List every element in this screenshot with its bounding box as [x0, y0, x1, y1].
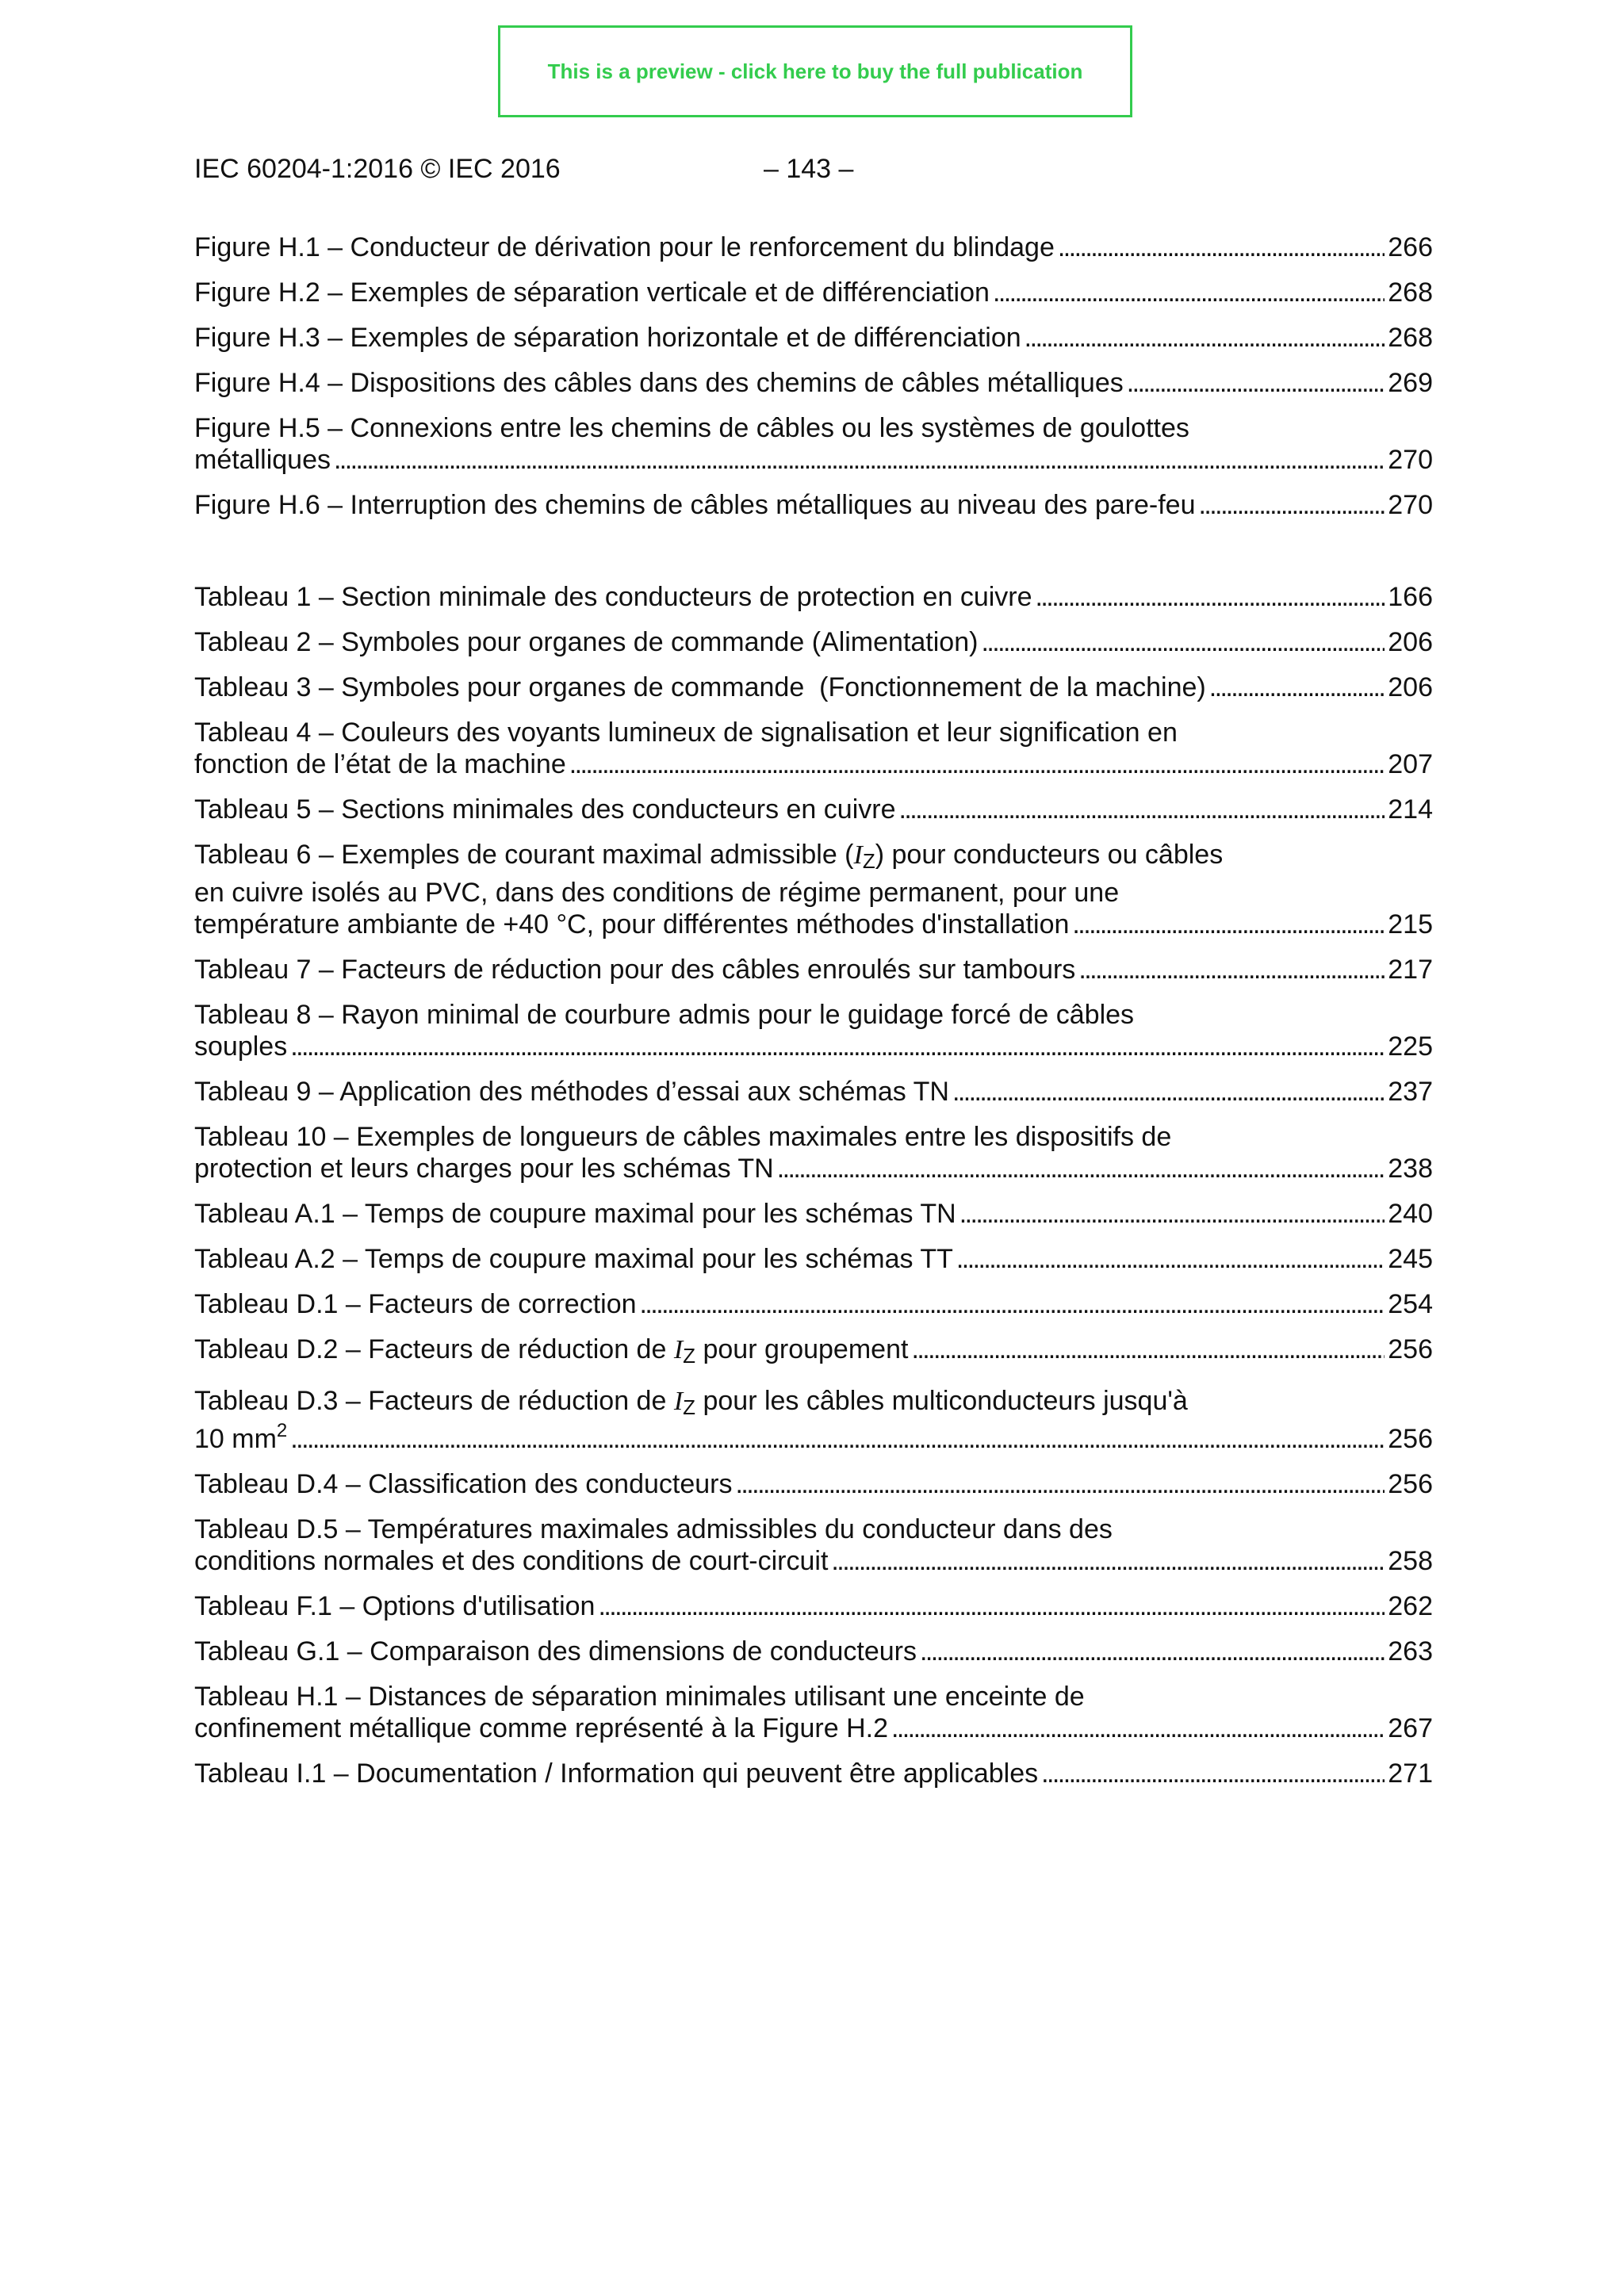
- dot-leader: [990, 277, 1385, 308]
- toc-page-number: 266: [1388, 232, 1433, 262]
- toc-entry-title: Figure H.3 – Exemples de séparation horizontale et de différenciation: [194, 323, 1021, 353]
- toc-entry-title-line: Figure H.5 – Connexions entre les chemins de câbles ou les systèmes de goulottes: [194, 413, 1189, 443]
- toc-entry-title-line: Tableau 4 – Couleurs des voyants lumineux de signalisation et leur signification en: [194, 718, 1178, 748]
- dot-leader: [1196, 489, 1385, 521]
- toc-entry-figure-h2[interactable]: [194, 277, 1433, 308]
- toc-entry-title: Tableau 7 – Facteurs de réduction pour des câbles enroulés sur tambours: [194, 955, 1076, 985]
- toc-entry-title: Tableau F.1 – Options d'utilisation: [194, 1591, 596, 1621]
- dot-leader: [953, 1243, 1385, 1275]
- superscript: 2: [276, 1420, 288, 1441]
- toc-page-number: 270: [1388, 445, 1433, 475]
- toc-page-number: 256: [1388, 1424, 1433, 1454]
- toc-entry-title: Figure H.2 – Exemples de séparation verticale et de différenciation: [194, 277, 990, 308]
- page-header: [194, 154, 1431, 189]
- dot-leader: [774, 1153, 1385, 1184]
- toc-entry-title: [194, 1334, 908, 1372]
- toc-entry-title: conditions normales et des conditions de court-circuit: [194, 1546, 829, 1576]
- toc-entry-figure-h5[interactable]: [194, 412, 1433, 476]
- dot-leader: [1069, 909, 1385, 940]
- buy-publication-banner[interactable]: This is a preview - click here to buy the full publication: [498, 25, 1132, 117]
- toc-entry-table-a2[interactable]: [194, 1243, 1433, 1275]
- toc-entry-title: Figure H.1 – Conducteur de dérivation pour le renforcement du blindage: [194, 232, 1055, 262]
- toc-entry-table-3[interactable]: [194, 672, 1433, 703]
- toc-entry-table-2[interactable]: [194, 626, 1433, 658]
- toc-entry-title: métalliques: [194, 445, 331, 475]
- dot-leader: [956, 1198, 1385, 1230]
- dot-leader: [949, 1076, 1385, 1108]
- iz-subscript: Z: [683, 1344, 696, 1368]
- dot-leader: [637, 1288, 1385, 1320]
- dot-leader: [1055, 232, 1385, 263]
- toc-entry-title: Figure H.6 – Interruption des chemins de câbles métalliques au niveau des pare-feu: [194, 490, 1196, 520]
- dot-leader: [287, 1423, 1385, 1455]
- toc-entry-table-a1[interactable]: [194, 1198, 1433, 1230]
- list-of-tables: [194, 581, 1433, 1803]
- title-text: Tableau D.2 – Facteurs de réduction de: [194, 1334, 674, 1364]
- toc-entry-title: Tableau D.1 – Facteurs de correction: [194, 1289, 637, 1319]
- toc-entry-table-d2[interactable]: [194, 1334, 1433, 1372]
- toc-page-number: 166: [1388, 582, 1433, 612]
- toc-entry-figure-h4[interactable]: [194, 367, 1433, 399]
- toc-entry-title-line: en cuivre isolés au PVC, dans des conditions de régime permanent, pour une: [194, 878, 1120, 908]
- toc-entry-title: Tableau 5 – Sections minimales des conducteurs en cuivre: [194, 794, 896, 825]
- toc-entry-title-line: Tableau 8 – Rayon minimal de courbure admis pour le guidage forcé de câbles: [194, 1000, 1135, 1030]
- toc-entry-title: Figure H.4 – Dispositions des câbles dans des chemins de câbles métalliques: [194, 368, 1124, 398]
- dot-leader: [1032, 581, 1385, 613]
- toc-entry-title: fonction de l’état de la machine: [194, 749, 566, 779]
- toc-entry-table-9[interactable]: [194, 1076, 1433, 1108]
- iz-letter: I: [673, 1387, 684, 1416]
- toc-entry-title: Tableau G.1 – Comparaison des dimensions de conducteurs: [194, 1636, 917, 1667]
- toc-entry-title: Tableau 2 – Symboles pour organes de commande (Alimentation): [194, 627, 979, 657]
- toc-entry-table-d3[interactable]: [194, 1385, 1433, 1455]
- page-number: – 143 –: [764, 154, 854, 184]
- current-symbol-iz: [853, 840, 875, 873]
- toc-entry-title-line: [194, 839, 1433, 877]
- title-text: pour les câbles multiconducteurs jusqu'à: [695, 1386, 1188, 1416]
- current-symbol-iz: [673, 1335, 696, 1368]
- title-text: ) pour conducteurs ou câbles: [875, 840, 1224, 870]
- toc-entry-title-line: Tableau H.1 – Distances de séparation minimales utilisant une enceinte de: [194, 1682, 1085, 1712]
- toc-entry-table-8[interactable]: [194, 999, 1433, 1062]
- toc-entry-title: Tableau D.4 – Classification des conducteurs: [194, 1469, 733, 1499]
- dot-leader: [1075, 954, 1385, 985]
- toc-page-number: 268: [1388, 277, 1433, 308]
- toc-entry-title-line: Tableau D.5 – Températures maximales admissibles du conducteur dans des: [194, 1514, 1113, 1544]
- toc-page-number: 237: [1388, 1077, 1433, 1107]
- toc-entry-title: Tableau I.1 – Documentation / Information qui peuvent être applicables: [194, 1758, 1039, 1789]
- dot-leader: [908, 1334, 1385, 1365]
- toc-entry-table-h1[interactable]: [194, 1681, 1433, 1744]
- toc-entry-title: souples: [194, 1031, 288, 1062]
- toc-page-number: 245: [1388, 1244, 1433, 1274]
- toc-entry-title-line: Tableau 10 – Exemples de longueurs de câbles maximales entre les dispositifs de: [194, 1122, 1172, 1152]
- toc-page-number: 256: [1388, 1469, 1433, 1499]
- iz-letter: I: [673, 1335, 684, 1364]
- dot-leader: [888, 1712, 1385, 1744]
- toc-page-number: 269: [1388, 368, 1433, 398]
- toc-entry-table-f1[interactable]: [194, 1590, 1433, 1622]
- toc-page-number: 268: [1388, 323, 1433, 353]
- toc-entry-table-6[interactable]: [194, 839, 1433, 940]
- toc-entry-table-1[interactable]: [194, 581, 1433, 613]
- toc-entry-title-line: [194, 1385, 1433, 1423]
- dot-leader: [331, 444, 1385, 476]
- toc-page-number: 254: [1388, 1289, 1433, 1319]
- toc-page-number: 258: [1388, 1546, 1433, 1576]
- title-text: pour groupement: [695, 1334, 909, 1364]
- toc-page-number: 225: [1388, 1031, 1433, 1062]
- toc-entry-title: confinement métallique comme représenté à la Figure H.2: [194, 1713, 888, 1743]
- toc-entry-table-d5[interactable]: [194, 1513, 1433, 1577]
- toc-entry-table-i1[interactable]: [194, 1758, 1433, 1789]
- dot-leader: [917, 1636, 1385, 1667]
- toc-entry-title: Tableau 3 – Symboles pour organes de commande (Fonctionnement de la machine): [194, 672, 1206, 702]
- iz-subscript: Z: [683, 1395, 696, 1419]
- toc-entry-figure-h3[interactable]: [194, 322, 1433, 354]
- toc-page-number: 215: [1388, 909, 1433, 939]
- dot-leader: [1124, 367, 1385, 399]
- toc-entry-table-d4[interactable]: [194, 1468, 1433, 1500]
- toc-entry-title: Tableau A.1 – Temps de coupure maximal pour les schémas TN: [194, 1199, 956, 1229]
- toc-page-number: 267: [1388, 1713, 1433, 1743]
- toc-entry-table-10[interactable]: [194, 1121, 1433, 1184]
- toc-page-number: 207: [1388, 749, 1433, 779]
- title-text: Tableau D.3 – Facteurs de réduction de: [194, 1386, 674, 1416]
- toc-entry-table-5[interactable]: [194, 794, 1433, 825]
- toc-page-number: 270: [1388, 490, 1433, 520]
- dot-leader: [978, 626, 1385, 658]
- toc-entry-title: Tableau A.2 – Temps de coupure maximal pour les schémas TT: [194, 1244, 953, 1274]
- toc-page-number: 263: [1388, 1636, 1433, 1667]
- toc-entry-title: Tableau 1 – Section minimale des conducteurs de protection en cuivre: [194, 582, 1032, 612]
- dot-leader: [1021, 322, 1385, 354]
- toc-entry-title: Tableau 9 – Application des méthodes d’essai aux schémas TN: [194, 1077, 949, 1107]
- dot-leader: [1206, 672, 1385, 703]
- iz-letter: I: [853, 840, 863, 870]
- dot-leader: [1038, 1758, 1385, 1789]
- list-of-figures: [194, 232, 1433, 534]
- toc-page-number: 262: [1388, 1591, 1433, 1621]
- title-text: Tableau 6 – Exemples de courant maximal admissible (: [194, 840, 854, 870]
- toc-entry-table-g1[interactable]: [194, 1636, 1433, 1667]
- dot-leader: [595, 1590, 1385, 1622]
- toc-entry-table-d1[interactable]: [194, 1288, 1433, 1320]
- toc-page-number: 206: [1388, 627, 1433, 657]
- toc-entry-title: protection et leurs charges pour les schémas TN: [194, 1154, 774, 1184]
- title-text: 10 mm: [194, 1424, 277, 1454]
- toc-entry-table-7[interactable]: [194, 954, 1433, 985]
- toc-entry-figure-h6[interactable]: [194, 489, 1433, 521]
- dot-leader: [733, 1468, 1385, 1500]
- dot-leader: [828, 1545, 1385, 1577]
- toc-page-number: 271: [1388, 1758, 1433, 1789]
- iz-subscript: Z: [862, 849, 875, 873]
- toc-page-number: 217: [1388, 955, 1433, 985]
- dot-leader: [895, 794, 1385, 825]
- document-code: IEC 60204-1:2016 © IEC 2016: [194, 154, 561, 184]
- dot-leader: [566, 748, 1385, 780]
- toc-page-number: 240: [1388, 1199, 1433, 1229]
- dot-leader: [287, 1031, 1385, 1062]
- toc-page-number: 206: [1388, 672, 1433, 702]
- current-symbol-iz: [673, 1387, 696, 1419]
- toc-page-number: 214: [1388, 794, 1433, 825]
- toc-entry-title: température ambiante de +40 °C, pour différentes méthodes d'installation: [194, 909, 1070, 939]
- toc-entry-title: [194, 1420, 288, 1455]
- toc-entry-table-4[interactable]: [194, 717, 1433, 780]
- toc-entry-figure-h1[interactable]: [194, 232, 1433, 263]
- toc-page-number: 256: [1388, 1334, 1433, 1364]
- toc-page-number: 238: [1388, 1154, 1433, 1184]
